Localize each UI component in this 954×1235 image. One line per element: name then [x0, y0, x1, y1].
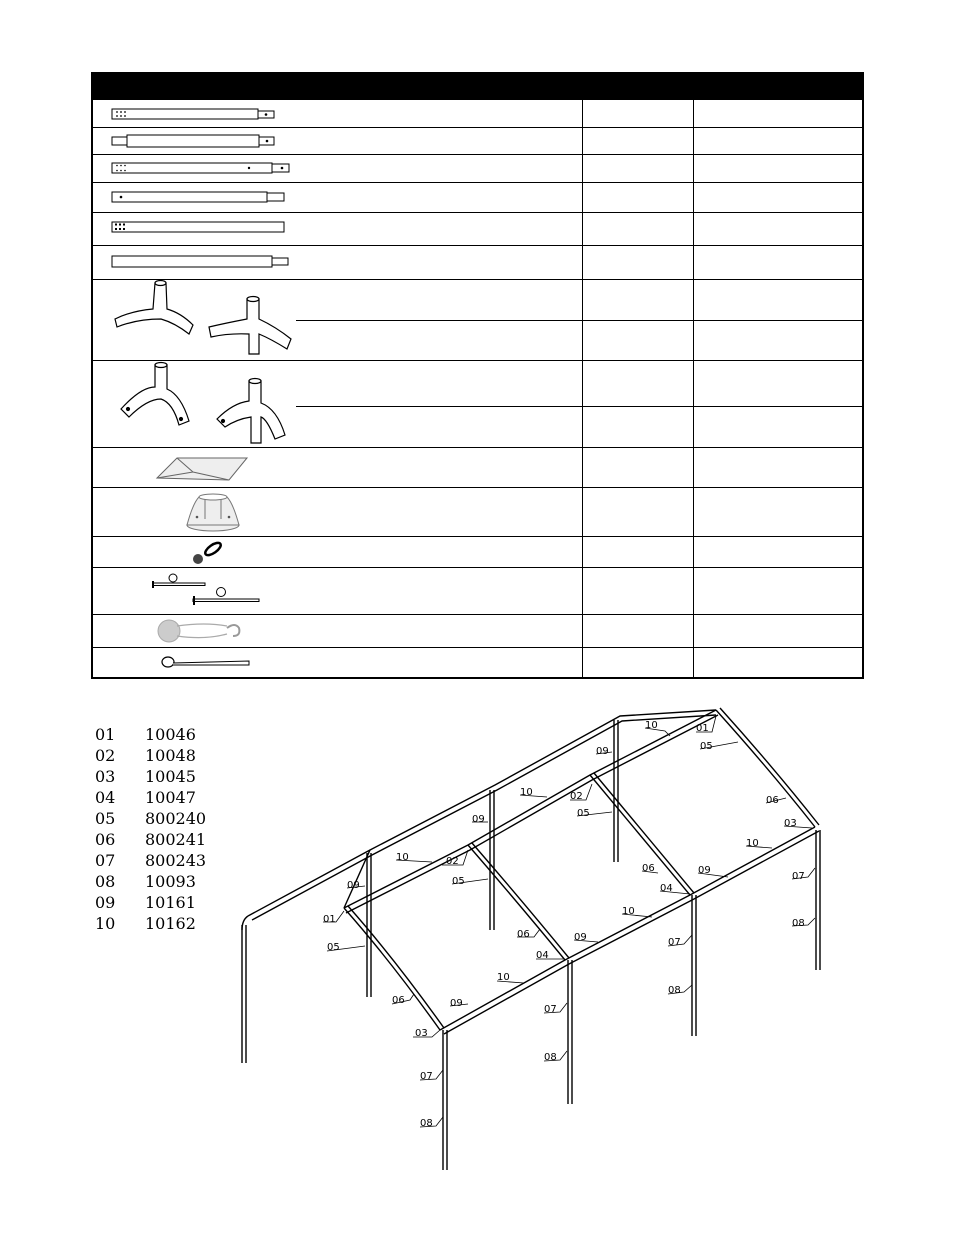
frame-label: 02 [446, 856, 459, 867]
frame-label: 09 [574, 932, 587, 943]
frame-label: 03 [415, 1028, 428, 1039]
legend-code: 10046 [145, 725, 196, 744]
frame-label: 08 [792, 918, 805, 929]
row-divider [296, 320, 864, 321]
frame-tubes [242, 708, 820, 1170]
table-header-bar [93, 74, 862, 100]
row-divider [93, 567, 864, 568]
frame-label: 09 [472, 814, 485, 825]
frame-label: 08 [544, 1052, 557, 1063]
frame-label: 01 [323, 914, 336, 925]
legend-number: 03 [95, 767, 116, 786]
frame-label: 10 [396, 852, 409, 863]
legend-code: 10093 [145, 872, 196, 891]
row-divider [93, 536, 864, 537]
eye-pin-icon [159, 652, 253, 672]
legend-number: 05 [95, 809, 116, 828]
row-divider [93, 245, 864, 246]
legend-number: 09 [95, 893, 116, 912]
legend-number: 10 [95, 914, 116, 933]
frame-label: 07 [544, 1004, 557, 1015]
row-divider [93, 614, 864, 615]
row-divider [93, 127, 864, 128]
frame-label: 04 [660, 883, 673, 894]
parts-table [91, 72, 864, 679]
frame-label: 07 [420, 1071, 433, 1082]
frame-label: 01 [696, 723, 709, 734]
legend-number: 02 [95, 746, 116, 765]
frame-label: 09 [596, 746, 609, 757]
canopy-frame-diagram [0, 690, 954, 1235]
frame-label: 09 [347, 880, 360, 891]
pole-05-icon [111, 220, 291, 234]
row-divider [93, 647, 864, 648]
frame-label: 06 [517, 929, 530, 940]
pole-01-icon [111, 107, 281, 121]
column-divider [693, 100, 694, 679]
legend-code: 800241 [145, 830, 207, 849]
pole-04-icon [111, 190, 296, 204]
three-way-fitting-icon [111, 279, 301, 359]
frame-label: 04 [536, 950, 549, 961]
frame-label: 10 [497, 972, 510, 983]
pole-02-icon [111, 134, 281, 148]
row-divider [93, 154, 864, 155]
row-divider [93, 487, 864, 488]
legend-number: 04 [95, 788, 116, 807]
frame-label: 03 [784, 818, 797, 829]
frame-label: 06 [642, 863, 655, 874]
frame-label: 08 [668, 985, 681, 996]
frame-label: 06 [392, 995, 405, 1006]
frame-label: 05 [577, 808, 590, 819]
frame-label: 10 [645, 720, 658, 731]
legend-code: 10047 [145, 788, 196, 807]
row-divider [93, 182, 864, 183]
legend-code: 10048 [145, 746, 196, 765]
legend-number: 01 [95, 725, 116, 744]
leader-lines [323, 716, 815, 1127]
legend-number: 07 [95, 851, 116, 870]
ball-hook-icon [155, 616, 247, 646]
legend-code: 10162 [145, 914, 196, 933]
frame-label: 09 [698, 865, 711, 876]
frame-label: 06 [766, 795, 779, 806]
legend-code: 800240 [145, 809, 207, 828]
frame-label: 08 [420, 1118, 433, 1129]
frame-label: 05 [452, 876, 465, 887]
legend-number: 06 [95, 830, 116, 849]
frame-label: 05 [700, 741, 713, 752]
peak-fitting-icon [111, 361, 301, 447]
legend-code: 10161 [145, 893, 196, 912]
canopy-cover-icon [153, 450, 253, 484]
ground-stake-icon [151, 570, 263, 612]
frame-label: 07 [668, 937, 681, 948]
foot-base-icon [183, 489, 243, 533]
frame-label: 10 [520, 787, 533, 798]
column-divider [582, 100, 583, 679]
frame-label: 07 [792, 871, 805, 882]
frame-label: 05 [327, 942, 340, 953]
row-divider [93, 447, 864, 448]
pole-03-icon [111, 161, 296, 175]
frame-label: 09 [450, 998, 463, 1009]
row-divider [93, 212, 864, 213]
legend-code: 800243 [145, 851, 207, 870]
legend-code: 10045 [145, 767, 196, 786]
pole-06-icon [111, 254, 296, 270]
frame-label: 10 [746, 838, 759, 849]
row-divider [296, 406, 864, 407]
frame-label: 10 [622, 906, 635, 917]
legend-number: 08 [95, 872, 116, 891]
frame-label: 02 [570, 791, 583, 802]
ball-bungee-icon [189, 539, 229, 565]
